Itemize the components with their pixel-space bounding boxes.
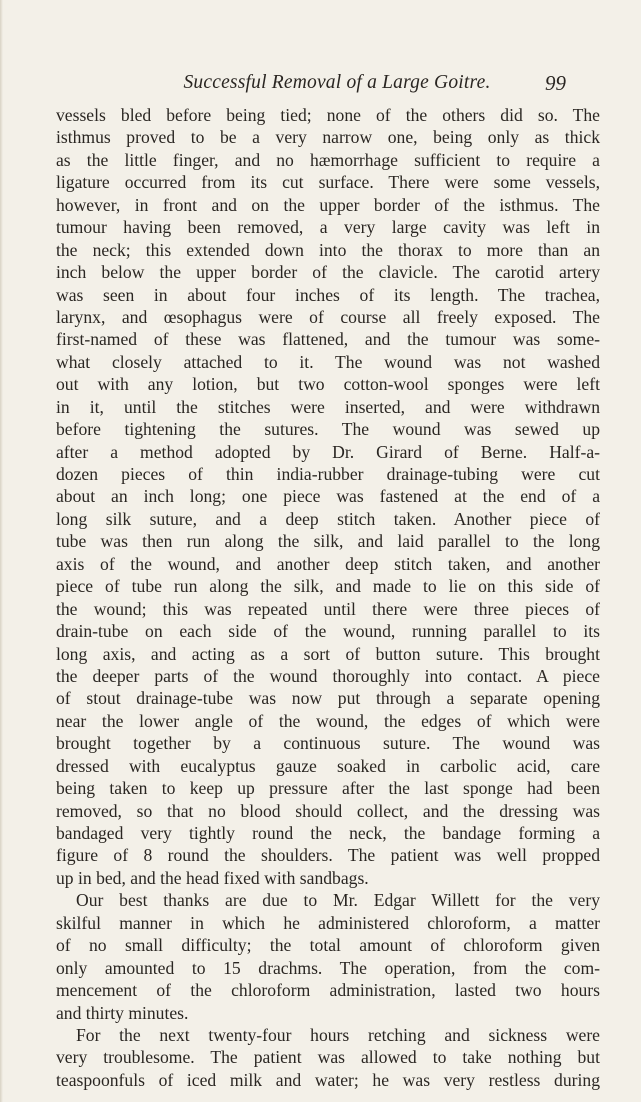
text-line: of stout drainage-tube was now put through a separate opening (56, 688, 600, 709)
running-title: Successful Removal of a Large Goitre. (183, 72, 491, 93)
text-line: dozen pieces of thin india-rubber drainage-tubing were cut (56, 464, 600, 484)
text-line: For the next twenty-four hours retching and sickness were (76, 1024, 600, 1045)
text-line: of no small difficulty; the total amount of chloroform given (56, 935, 600, 956)
running-header (0, 72, 641, 100)
text-line: the deeper parts of the wound thoroughly into contact. A piece (56, 665, 600, 686)
text-line: about an inch long; one piece was fastened at the end of a (56, 486, 600, 507)
text-line: was seen in about four inches of its length. The trachea, (56, 284, 600, 305)
text-line: before tightening the sutures. The wound was sewed up (56, 419, 600, 440)
text-line: as the little finger, and no hæmorrhage sufficient to require a (56, 149, 600, 170)
text-line: out with any lotion, but two cotton-wool sponges were left (56, 374, 600, 395)
text-line: isthmus proved to be a very narrow one, being only as thick (56, 127, 600, 148)
text-line: and thirty minutes. (56, 1002, 189, 1023)
text-line: what closely attached to it. The wound was not washed (56, 351, 600, 372)
text-line: only amounted to 15 drachms. The operation, from the com- (56, 957, 600, 978)
page-number: 99 (545, 71, 566, 95)
body-text (56, 104, 600, 1091)
text-line: mencement of the chloroform administration, lasted two hours (56, 980, 600, 1001)
text-line: teaspoonfuls of iced milk and water; he was very restless during (56, 1069, 600, 1090)
text-line: larynx, and œsophagus were of course all freely exposed. The (56, 306, 600, 327)
text-line: figure of 8 round the shoulders. The patient was well propped (56, 845, 600, 866)
text-line: very troublesome. The patient was allowed to take nothing but (56, 1047, 600, 1068)
text-line: up in bed, and the head fixed with sandbags. (56, 867, 369, 888)
text-line: Our best thanks are due to Mr. Edgar Willett for the very (76, 890, 600, 911)
text-line: vessels bled before being tied; none of the others did so. The (56, 105, 600, 125)
text-line: dressed with eucalyptus gauze soaked in carbolic acid, care (56, 755, 600, 776)
page-edge-shadow (0, 0, 3, 1102)
text-line: however, in front and on the upper border of the isthmus. The (56, 194, 600, 215)
text-line: long silk suture, and a deep stitch taken. Another piece of (56, 508, 600, 529)
text-line: being taken to keep up pressure after the last sponge had been (56, 778, 600, 799)
text-line: tube was then run along the silk, and laid parallel to the long (56, 531, 600, 552)
text-line: near the lower angle of the wound, the edges of which were (56, 710, 600, 731)
text-line: inch below the upper border of the clavicle. The carotid artery (56, 262, 600, 283)
text-line: axis of the wound, and another deep stitch taken, and another (56, 553, 600, 574)
text-line: brought together by a continuous suture. The wound was (56, 733, 600, 754)
text-line: in it, until the stitches were inserted, and were withdrawn (56, 396, 600, 417)
text-line: drain-tube on each side of the wound, running parallel to its (56, 621, 600, 642)
text-line: ligature occurred from its cut surface. There were some vessels, (56, 172, 600, 193)
text-line: removed, so that no blood should collect, and the dressing was (56, 800, 600, 821)
text-line: skilful manner in which he administered chloroform, a matter (56, 912, 600, 933)
text-line: the neck; this extended down into the thorax to more than an (56, 239, 600, 260)
text-line: long axis, and acting as a sort of button suture. This brought (56, 643, 600, 664)
text-line: the wound; this was repeated until there were three pieces of (56, 598, 600, 619)
text-line: bandaged very tightly round the neck, the bandage forming a (56, 823, 600, 843)
text-line: tumour having been removed, a very large cavity was left in (56, 217, 600, 238)
text-line: first-named of these was flattened, and the tumour was some- (56, 329, 600, 350)
text-line: after a method adopted by Dr. Girard of Berne. Half-a- (56, 441, 600, 462)
text-line: piece of tube run along the silk, and made to lie on this side of (56, 576, 600, 597)
